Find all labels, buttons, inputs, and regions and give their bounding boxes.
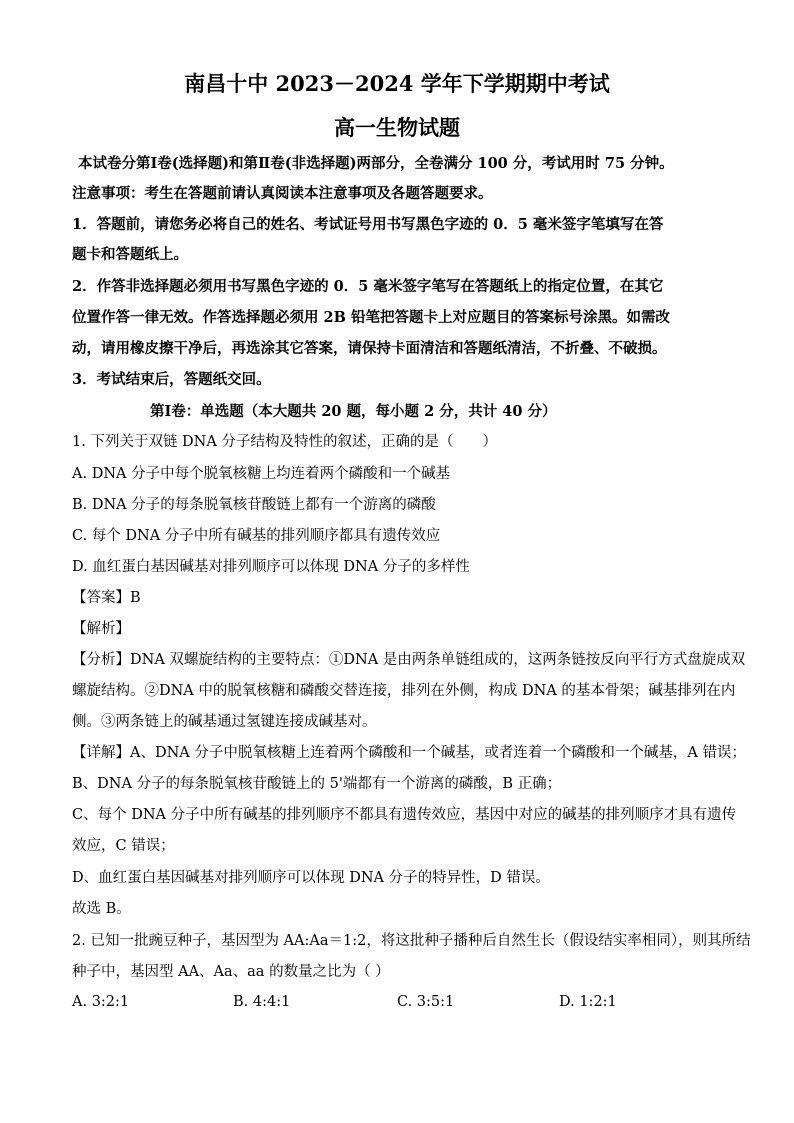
question-1-option-d: D. 血红蛋白基因碱基对排列顺序可以体现 DNA 分子的多样性 [72,559,470,575]
analysis-line-6: C、每个 DNA 分子中所有碱基的排列顺序不都具有遗传效应，基因中对应的碱基的排列顺序才具有遗传 [72,807,737,823]
analysis-line-4: 【详解】A、DNA 分子中脱氧核糖上连着两个磷酸和一个碱基，或者连着一个磷酸和一个碱基，A 错误； [72,745,746,761]
intro-text: 本试卷分第Ⅰ卷(选择题)和第Ⅱ卷(非选择题)两部分，全卷满分 100 分，考试用时 75 分钟。 [78,155,674,172]
question-1-option-c: C. 每个 DNA 分子中所有碱基的排列顺序都具有遗传效应 [72,528,441,544]
question-2-stem-line-2: 种子中，基因型 AA、Aa、aa 的数量之比为（ ） [72,964,390,980]
exam-subtitle: 高一生物试题 [334,115,460,140]
question-2-option-c: C. 3:5:1 [397,994,455,1010]
question-2-options [72,994,722,1014]
question-2-option-b: B. 4:4:1 [233,994,291,1010]
analysis-line-1: 【分析】DNA 双螺旋结构的主要特点：①DNA 是由两条单链组成的，这两条链按反向平行方式盘旋成双 [72,652,746,668]
notice-heading: 注意事项：考生在答题前请认真阅读本注意事项及各题答题要求。 [72,185,493,202]
notice-item-1-line-2: 题卡和答题纸上。 [72,246,188,263]
section-heading: 第Ⅰ卷：单选题（本大题共 20 题，每小题 2 分，共计 40 分） [150,403,557,420]
exam-title: 南昌十中 2023－2024 学年下学期期中考试 [184,71,610,96]
analysis-line-5: B、DNA 分子的每条脱氧核苷酸链上的 5'端都有一个游离的磷酸，B 正确； [72,776,562,792]
analysis-line-9: 故选 B。 [72,901,131,917]
question-1-answer: 【答案】B [72,590,141,606]
notice-item-2-line-1: 2．作答非选择题必须用书写黑色字迹的 0．5 毫米签字笔写在答题纸上的指定位置，在其它 [72,278,664,295]
question-1-option-b: B. DNA 分子的每条脱氧核苷酸链上都有一个游离的磷酸 [72,497,436,513]
notice-item-3: 3．考试结束后，答题纸交回。 [72,371,271,388]
question-2-option-a: A. 3:2:1 [72,994,130,1010]
question-2-stem-line-1: 2. 已知一批豌豆种子，基因型为 AA:Aa＝1:2，将这批种子播种后自然生长（假设结实率相同），则其所结 [72,933,751,949]
question-1-stem: 1. 下列关于双链 DNA 分子结构及特性的叙述，正确的是（ ） [72,434,497,450]
question-1-analysis-label: 【解析】 [72,621,130,637]
analysis-line-7: 效应，C 错误； [72,838,175,854]
question-2-option-d: D. 1:2:1 [559,994,617,1010]
notice-item-2-line-2: 位置作答一律无效。作答选择题必须用 2B 铅笔把答题卡上对应题目的答案标号涂黑。如需改 [72,309,670,326]
question-1-option-a: A. DNA 分子中每个脱氧核糖上均连着两个磷酸和一个碱基 [72,466,451,482]
analysis-line-3: 侧。③两条链上的碱基通过氢键连接成碱基对。 [72,714,377,730]
notice-item-1-line-1: 1．答题前，请您务必将自己的姓名、考试证号用书写黑色字迹的 0．5 毫米签字笔填写在答 [72,216,664,233]
analysis-line-8: D、血红蛋白基因碱基对排列顺序可以体现 DNA 分子的特异性，D 错误。 [72,870,550,886]
analysis-line-2: 螺旋结构。②DNA 中的脱氧核糖和磷酸交替连接，排列在外侧，构成 DNA 的基本骨架；碱基排列在内 [72,683,736,699]
notice-item-2-line-3: 动，请用橡皮擦干净后，再选涂其它答案，请保持卡面清洁和答题纸清洁，不折叠、不破损。 [72,340,667,357]
